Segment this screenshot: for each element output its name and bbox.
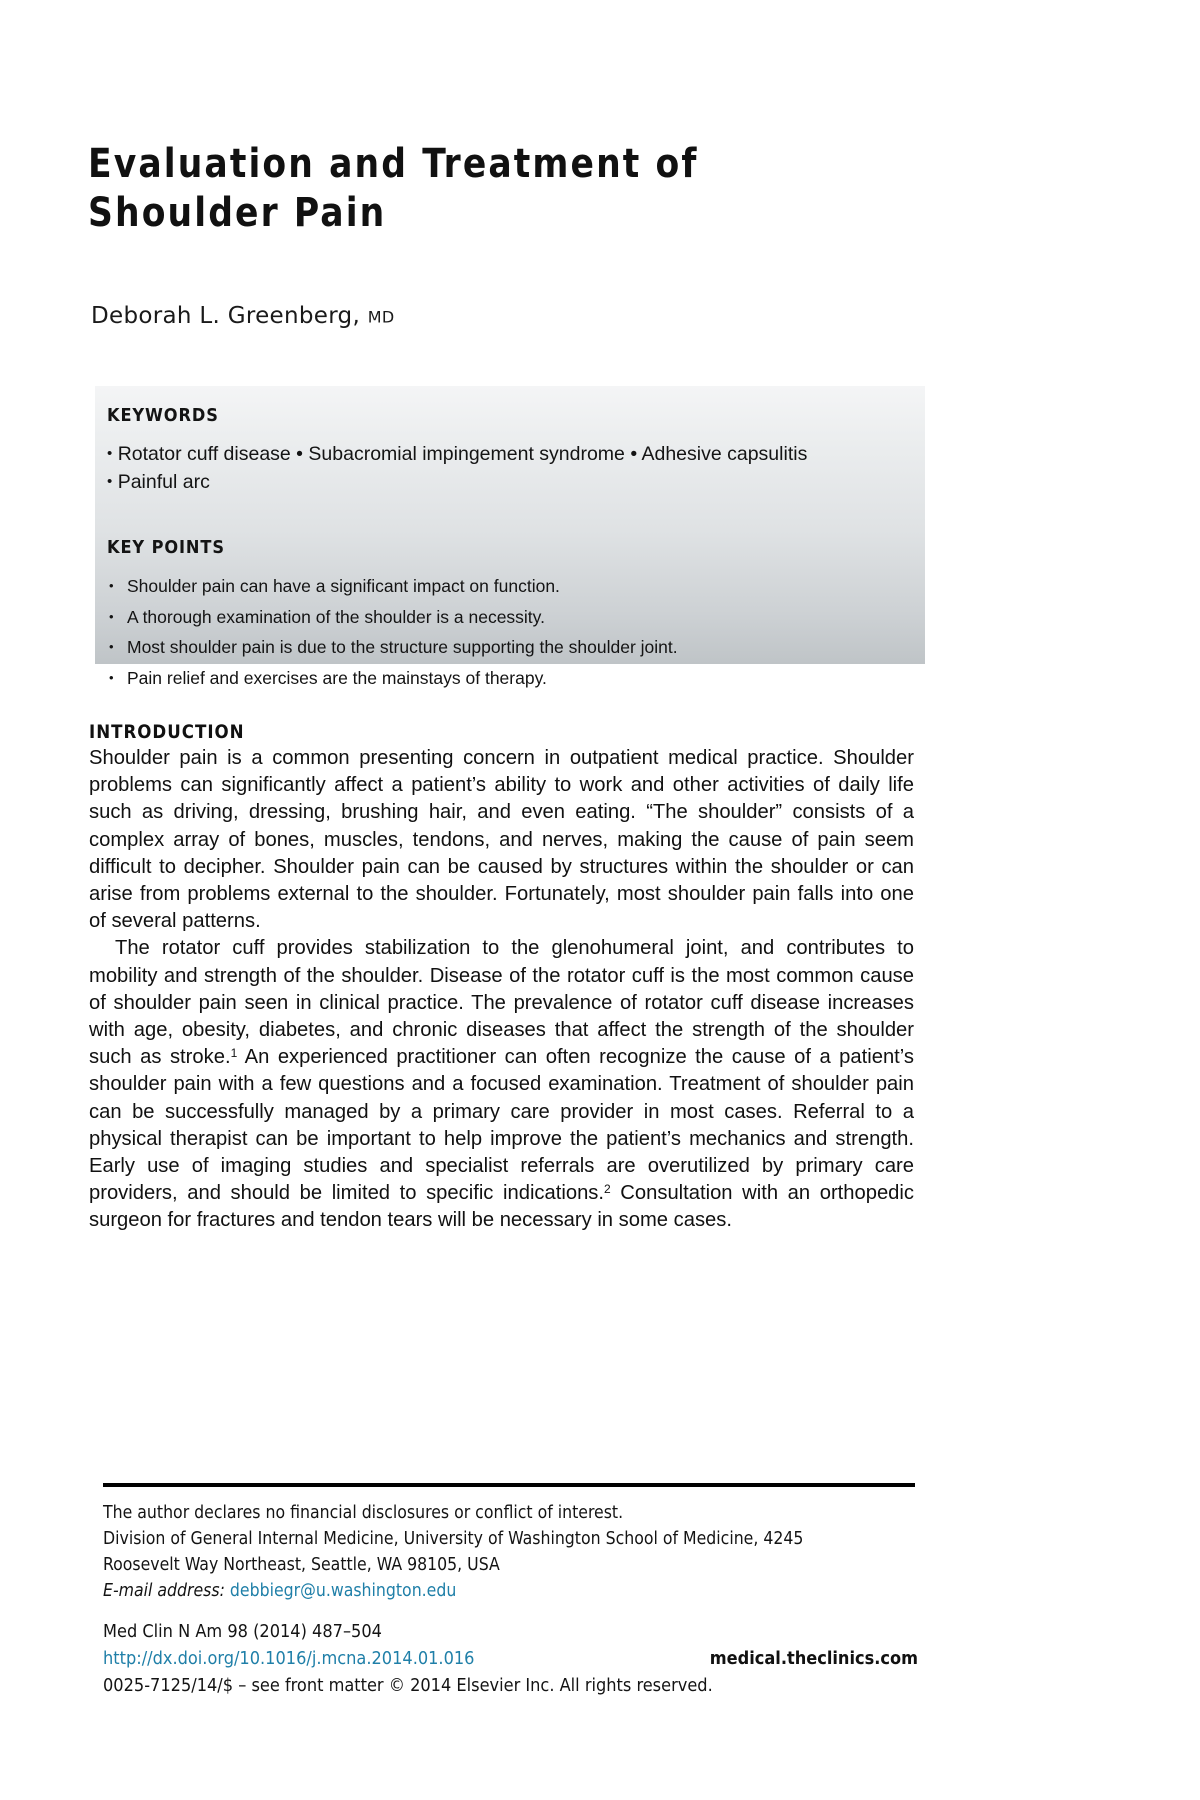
keypoints-heading: KEY POINTS (107, 537, 225, 558)
section-heading-introduction: INTRODUCTION (89, 722, 245, 744)
email-label: E-mail address: (103, 1581, 225, 1601)
citation-ref-2: 2 (604, 1182, 611, 1197)
paragraph-1: Shoulder pain is a common presenting concern in outpatient medical practice. Shoulder problems can significantly affect a patient’s ability to work and other activities of daily life such as driving, dressing, brushing hair, and even eating. “The shoulder” consists of a complex array of bones, muscles, tendons, and nerves, making the cause of pain seem difficult to decipher. Shoulder pain can be caused by structures within the shoulder or can arise from problems external to the shoulder. Fortunately, most shoulder pain falls into one of several patterns. (89, 747, 914, 933)
footnote-divider (103, 1483, 915, 1487)
paragraph-2-part-b: An experienced practitioner can often recognize the cause of a patient’s shoulder pain with a few questions and a focused examination. Treatment of shoulder pain can be successfully managed by a primary care provider in most cases. Referral to a physical therapist can be important to help improve the patient’s mechanics and strength. Early use of imaging studies and specialist referrals are overutilized by primary care providers, and should be limited to specific indications. (89, 1046, 914, 1205)
title-line-1: Evaluation and Treatment of (88, 140, 699, 187)
bullet-icon: • (109, 608, 114, 624)
keypoint-text: Most shoulder pain is due to the structure supporting the shoulder joint. (127, 637, 678, 657)
keywords-list (107, 440, 907, 496)
footnote-block (103, 1500, 918, 1604)
affiliation-line-1: Division of General Internal Medicine, University of Washington School of Medicine, 4245 (103, 1529, 804, 1549)
publisher-site[interactable]: medical.theclinics.com (709, 1648, 918, 1669)
list-item (109, 602, 909, 633)
citation-ref-1: 1 (230, 1046, 238, 1061)
keypoint-text: Pain relief and exercises are the mainstays of therapy. (127, 667, 547, 688)
keywords-line-2-text: Painful arc (117, 471, 210, 493)
keywords-keypoints-box (95, 386, 925, 688)
list-item (109, 663, 909, 694)
keywords-line-1 (107, 440, 907, 468)
list-item (109, 571, 909, 602)
keypoint-text: A thorough examination of the shoulder is a necessity. (127, 606, 545, 627)
doi-link[interactable]: http://dx.doi.org/10.1016/j.mcna.2014.01.016 (103, 1648, 475, 1669)
title-line-2: Shoulder Pain (88, 189, 387, 236)
author-byline (91, 303, 395, 329)
paragraph-2-part-a: The rotator cuff provides stabilization to the glenohumeral joint, and contributes to mobility and strength of the shoulder. Disease of the rotator cuff is the most common cause of shoulder pain seen in clinical practice. The prevalence of rotator cuff disease increases with age, obesity, diabetes, and chronic diseases that affect the strength of the shoulder such as stroke. (89, 937, 914, 1069)
imprint-block (103, 1618, 918, 1699)
list-item (109, 632, 909, 663)
bullet-icon: • (109, 639, 114, 654)
bullet-icon: • (107, 445, 113, 462)
disclosure-statement: The author declares no financial disclosures or conflict of interest. (103, 1503, 624, 1523)
bullet-icon: • (109, 669, 114, 685)
paragraph-2-part-c: Consultation with an orthopedic surgeon for fractures and tendon tears will be necessary in some cases. (89, 1182, 914, 1232)
author-name: Deborah L. Greenberg, (91, 303, 361, 329)
journal-citation: Med Clin N Am 98 (2014) 487–504 (103, 1621, 382, 1642)
email-link[interactable]: debbiegr@u.washington.edu (229, 1581, 457, 1601)
affiliation-line-2: Roosevelt Way Northeast, Seattle, WA 98105, USA (103, 1555, 500, 1575)
author-degree: MD (367, 307, 395, 327)
introduction-body (89, 745, 914, 1235)
page-title (88, 140, 914, 238)
email-line (103, 1578, 918, 1604)
keywords-line-1-text: Rotator cuff disease • Subacromial impingement syndrome • Adhesive capsulitis (117, 443, 808, 465)
bullet-icon: • (109, 578, 114, 593)
keypoints-list (109, 571, 909, 693)
keywords-line-2 (107, 468, 907, 496)
bullet-icon: • (107, 473, 113, 490)
copyright-line: 0025-7125/14/$ – see front matter © 2014 Elsevier Inc. All rights reserved. (103, 1675, 713, 1696)
keypoint-text: Shoulder pain can have a significant impact on function. (127, 576, 560, 596)
keywords-heading: KEYWORDS (107, 405, 219, 426)
paragraph-2 (89, 935, 914, 1234)
doi-row (103, 1645, 918, 1672)
